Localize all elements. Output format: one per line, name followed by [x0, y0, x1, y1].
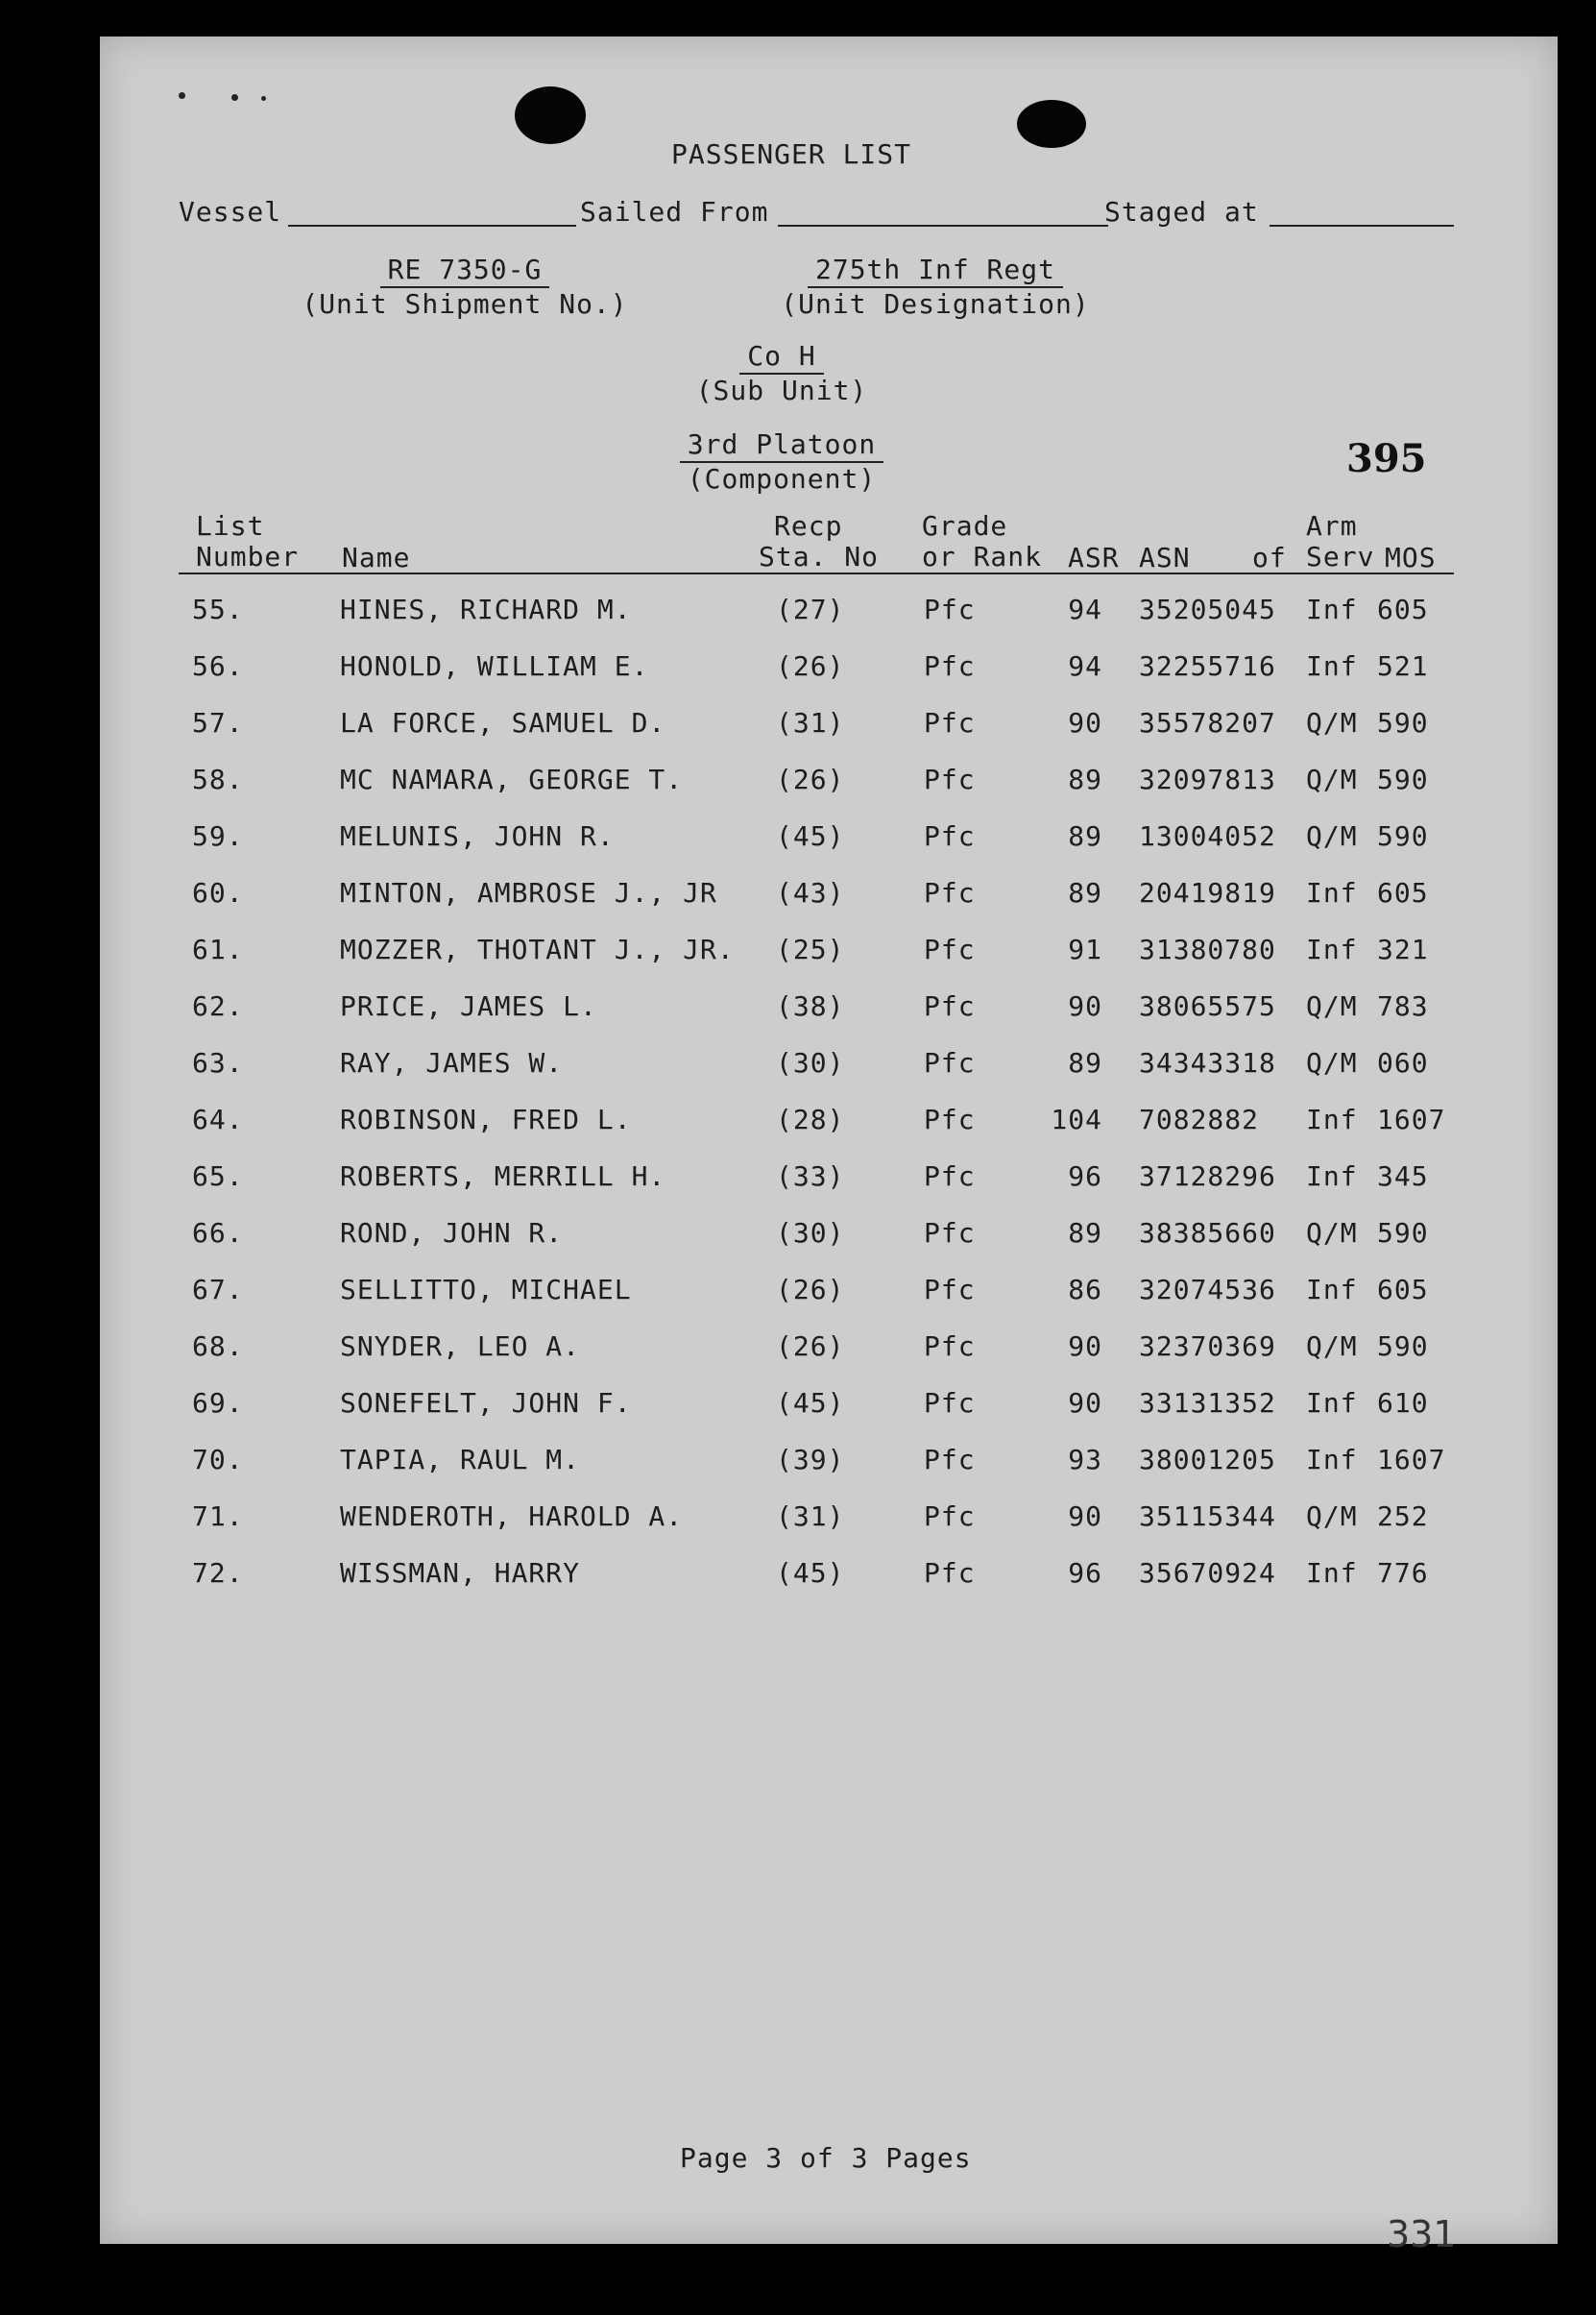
- row-grade: Pfc: [924, 1104, 976, 1135]
- row-grade: Pfc: [924, 1444, 976, 1475]
- row-recp-sta: (45): [776, 1557, 845, 1589]
- row-grade: Pfc: [924, 1330, 976, 1362]
- punch-hole-left: [515, 86, 586, 144]
- row-number: 72.: [192, 1557, 244, 1589]
- row-mos: 590: [1377, 707, 1429, 739]
- row-mos: 060: [1377, 1047, 1429, 1079]
- col-mos: MOS: [1385, 542, 1437, 573]
- table-row: [100, 990, 1558, 1029]
- row-arm-serv: Inf: [1306, 1160, 1358, 1192]
- col-grade: [922, 511, 1042, 573]
- row-number: 56.: [192, 650, 244, 682]
- page-footer: Page 3 of 3 Pages: [680, 2142, 972, 2174]
- row-name: ROBINSON, FRED L.: [340, 1104, 632, 1135]
- row-asn: 32074536: [1139, 1274, 1276, 1305]
- row-recp-sta: (38): [776, 990, 845, 1022]
- row-grade: Pfc: [924, 990, 976, 1022]
- row-arm-serv: Q/M: [1306, 1500, 1358, 1532]
- row-mos: 605: [1377, 1274, 1429, 1305]
- row-name: ROBERTS, MERRILL H.: [340, 1160, 666, 1192]
- row-mos: 590: [1377, 1217, 1429, 1249]
- component-caption: (Component): [687, 463, 877, 495]
- row-asr: 89: [1068, 1047, 1102, 1079]
- row-mos: 590: [1377, 1330, 1429, 1362]
- row-recp-sta: (26): [776, 764, 845, 795]
- row-number: 66.: [192, 1217, 244, 1249]
- row-asr: 89: [1068, 1217, 1102, 1249]
- header-rule: [179, 573, 1454, 574]
- row-name: MELUNIS, JOHN R.: [340, 820, 615, 852]
- row-recp-sta: (31): [776, 707, 845, 739]
- col-grade-label: Grade: [922, 510, 1008, 542]
- row-asr: 90: [1068, 990, 1102, 1022]
- stray-mark: [179, 92, 185, 99]
- row-number: 59.: [192, 820, 244, 852]
- row-recp-sta: (39): [776, 1444, 845, 1475]
- row-recp-sta: (45): [776, 820, 845, 852]
- row-number: 62.: [192, 990, 244, 1022]
- unit-shipment-caption: (Unit Shipment No.): [302, 288, 628, 320]
- unit-shipment-block: [282, 254, 647, 320]
- col-name: Name: [342, 542, 411, 573]
- table-row: [100, 877, 1558, 915]
- row-arm-serv: Inf: [1306, 934, 1358, 965]
- row-asr: 94: [1068, 594, 1102, 625]
- row-arm-serv: Inf: [1306, 650, 1358, 682]
- row-asn: 32370369: [1139, 1330, 1276, 1362]
- row-asr: 96: [1068, 1557, 1102, 1589]
- row-name: RAY, JAMES W.: [340, 1047, 564, 1079]
- row-asr: 94: [1068, 650, 1102, 682]
- row-recp-sta: (31): [776, 1500, 845, 1532]
- unit-designation-caption: (Unit Designation): [781, 288, 1090, 320]
- row-asr: 89: [1068, 764, 1102, 795]
- row-name: HONOLD, WILLIAM E.: [340, 650, 649, 682]
- row-arm-serv: Q/M: [1306, 1217, 1358, 1249]
- row-number: 70.: [192, 1444, 244, 1475]
- row-mos: 783: [1377, 990, 1429, 1022]
- row-asn: 13004052: [1139, 820, 1276, 852]
- col-number-label: Number: [196, 541, 300, 573]
- row-number: 61.: [192, 934, 244, 965]
- table-row: [100, 1047, 1558, 1085]
- row-number: 71.: [192, 1500, 244, 1532]
- row-number: 57.: [192, 707, 244, 739]
- col-recp-sta: [759, 511, 879, 573]
- row-arm-serv: Q/M: [1306, 820, 1358, 852]
- row-asr: 96: [1068, 1160, 1102, 1192]
- row-asn: 37128296: [1139, 1160, 1276, 1192]
- row-arm-serv: Inf: [1306, 1444, 1358, 1475]
- row-recp-sta: (26): [776, 1330, 845, 1362]
- table-row: [100, 1104, 1558, 1142]
- row-asn: 34343318: [1139, 1047, 1276, 1079]
- row-asr: 86: [1068, 1274, 1102, 1305]
- row-grade: Pfc: [924, 650, 976, 682]
- row-mos: 590: [1377, 764, 1429, 795]
- table-row: [100, 650, 1558, 689]
- row-mos: 610: [1377, 1387, 1429, 1419]
- punch-hole-right: [1017, 100, 1086, 148]
- row-grade: Pfc: [924, 1557, 976, 1589]
- unit-designation-block: [753, 254, 1118, 320]
- row-asn: 33131352: [1139, 1387, 1276, 1419]
- col-asr: ASR: [1068, 542, 1120, 573]
- unit-designation: 275th Inf Regt: [808, 254, 1063, 288]
- staged-at-label: Staged at: [1104, 196, 1259, 228]
- col-recp-label: Recp: [774, 510, 843, 542]
- col-arm-label: Arm: [1306, 510, 1358, 542]
- row-number: 68.: [192, 1330, 244, 1362]
- row-grade: Pfc: [924, 934, 976, 965]
- row-mos: 345: [1377, 1160, 1429, 1192]
- component: 3rd Platoon: [680, 428, 883, 463]
- row-mos: 321: [1377, 934, 1429, 965]
- row-name: SONEFELT, JOHN F.: [340, 1387, 632, 1419]
- table-row: [100, 1217, 1558, 1255]
- row-asn: 35670924: [1139, 1557, 1276, 1589]
- row-arm-serv: Inf: [1306, 594, 1358, 625]
- row-arm-serv: Q/M: [1306, 707, 1358, 739]
- row-mos: 252: [1377, 1500, 1429, 1532]
- col-of: of: [1252, 542, 1287, 573]
- row-mos: 521: [1377, 650, 1429, 682]
- document-page: [100, 37, 1558, 2255]
- row-name: MOZZER, THOTANT J., JR.: [340, 934, 735, 965]
- row-name: MINTON, AMBROSE J., JR: [340, 877, 717, 909]
- row-arm-serv: Q/M: [1306, 1330, 1358, 1362]
- col-rank-label: or Rank: [922, 541, 1043, 573]
- row-asr: 91: [1068, 934, 1102, 965]
- staged-at-field[interactable]: [1270, 225, 1454, 227]
- row-number: 64.: [192, 1104, 244, 1135]
- row-recp-sta: (25): [776, 934, 845, 965]
- vessel-label: Vessel: [179, 196, 282, 228]
- row-arm-serv: Q/M: [1306, 764, 1358, 795]
- col-sta-label: Sta. No: [759, 541, 880, 573]
- table-row: [100, 1274, 1558, 1312]
- row-name: PRICE, JAMES L.: [340, 990, 597, 1022]
- row-recp-sta: (45): [776, 1387, 845, 1419]
- component-block: [638, 428, 926, 495]
- row-grade: Pfc: [924, 820, 976, 852]
- sailed-from-field[interactable]: [778, 225, 1108, 227]
- row-name: HINES, RICHARD M.: [340, 594, 632, 625]
- row-grade: Pfc: [924, 1387, 976, 1419]
- row-asr: 89: [1068, 820, 1102, 852]
- row-recp-sta: (26): [776, 1274, 845, 1305]
- row-mos: 776: [1377, 1557, 1429, 1589]
- col-list-label: List: [196, 510, 265, 542]
- row-grade: Pfc: [924, 1274, 976, 1305]
- row-grade: Pfc: [924, 707, 976, 739]
- row-recp-sta: (26): [776, 650, 845, 682]
- row-mos: 605: [1377, 877, 1429, 909]
- row-grade: Pfc: [924, 1160, 976, 1192]
- row-number: 55.: [192, 594, 244, 625]
- sub-unit-block: [638, 340, 926, 406]
- row-asn: 32097813: [1139, 764, 1276, 795]
- row-recp-sta: (33): [776, 1160, 845, 1192]
- row-mos: 590: [1377, 820, 1429, 852]
- row-name: ROND, JOHN R.: [340, 1217, 564, 1249]
- row-asn: 7082882: [1139, 1104, 1260, 1135]
- row-name: MC NAMARA, GEORGE T.: [340, 764, 684, 795]
- row-number: 58.: [192, 764, 244, 795]
- table-row: [100, 1160, 1558, 1199]
- row-grade: Pfc: [924, 764, 976, 795]
- row-asn: 31380780: [1139, 934, 1276, 965]
- row-name: SELLITTO, MICHAEL: [340, 1274, 632, 1305]
- sailed-from-label: Sailed From: [580, 196, 769, 228]
- row-asr: 104: [1051, 1104, 1102, 1135]
- row-arm-serv: Inf: [1306, 1387, 1358, 1419]
- unit-shipment-no: RE 7350-G: [380, 254, 550, 288]
- row-number: 67.: [192, 1274, 244, 1305]
- sub-unit: Co H: [739, 340, 823, 375]
- row-arm-serv: Inf: [1306, 877, 1358, 909]
- row-arm-serv: Q/M: [1306, 990, 1358, 1022]
- row-name: TAPIA, RAUL M.: [340, 1444, 581, 1475]
- row-mos: 1607: [1377, 1104, 1446, 1135]
- row-recp-sta: (43): [776, 877, 845, 909]
- table-row: [100, 820, 1558, 859]
- table-row: [100, 1500, 1558, 1539]
- row-name: LA FORCE, SAMUEL D.: [340, 707, 666, 739]
- table-row: [100, 1330, 1558, 1369]
- row-asr: 90: [1068, 707, 1102, 739]
- table-row: [100, 1557, 1558, 1596]
- row-asn: 38001205: [1139, 1444, 1276, 1475]
- table-row: [100, 594, 1558, 632]
- row-recp-sta: (30): [776, 1217, 845, 1249]
- row-arm-serv: Inf: [1306, 1104, 1358, 1135]
- row-asn: 35578207: [1139, 707, 1276, 739]
- stray-mark: [231, 94, 238, 101]
- row-mos: 605: [1377, 594, 1429, 625]
- row-name: WISSMAN, HARRY: [340, 1557, 581, 1589]
- row-asr: 90: [1068, 1387, 1102, 1419]
- stamp-number: 395: [1346, 436, 1427, 481]
- row-number: 60.: [192, 877, 244, 909]
- col-arm: [1306, 511, 1374, 573]
- row-asn: 38065575: [1139, 990, 1276, 1022]
- col-serv-label: Serv: [1306, 541, 1375, 573]
- vessel-field[interactable]: [288, 225, 576, 227]
- row-asr: 90: [1068, 1330, 1102, 1362]
- row-arm-serv: Inf: [1306, 1274, 1358, 1305]
- document-title: PASSENGER LIST: [671, 138, 912, 170]
- row-grade: Pfc: [924, 594, 976, 625]
- row-asn: 20419819: [1139, 877, 1276, 909]
- row-number: 69.: [192, 1387, 244, 1419]
- table-row: [100, 707, 1558, 745]
- row-asr: 93: [1068, 1444, 1102, 1475]
- row-grade: Pfc: [924, 877, 976, 909]
- row-name: WENDEROTH, HAROLD A.: [340, 1500, 684, 1532]
- row-grade: Pfc: [924, 1500, 976, 1532]
- row-grade: Pfc: [924, 1217, 976, 1249]
- row-number: 63.: [192, 1047, 244, 1079]
- stray-mark: [261, 96, 266, 101]
- table-row: [100, 1444, 1558, 1482]
- col-asn: ASN: [1139, 542, 1191, 573]
- row-recp-sta: (28): [776, 1104, 845, 1135]
- table-row: [100, 764, 1558, 802]
- row-asn: 32255716: [1139, 650, 1276, 682]
- sub-unit-caption: (Sub Unit): [695, 375, 868, 406]
- row-asn: 35115344: [1139, 1500, 1276, 1532]
- row-asn: 38385660: [1139, 1217, 1276, 1249]
- table-row: [100, 934, 1558, 972]
- row-recp-sta: (27): [776, 594, 845, 625]
- row-name: SNYDER, LEO A.: [340, 1330, 581, 1362]
- row-arm-serv: Q/M: [1306, 1047, 1358, 1079]
- row-arm-serv: Inf: [1306, 1557, 1358, 1589]
- row-recp-sta: (30): [776, 1047, 845, 1079]
- row-asn: 35205045: [1139, 594, 1276, 625]
- row-asr: 89: [1068, 877, 1102, 909]
- row-asr: 90: [1068, 1500, 1102, 1532]
- row-mos: 1607: [1377, 1444, 1446, 1475]
- row-number: 65.: [192, 1160, 244, 1192]
- col-list-number: [196, 511, 299, 573]
- table-row: [100, 1387, 1558, 1426]
- row-grade: Pfc: [924, 1047, 976, 1079]
- pencil-page-number: 331: [1387, 2213, 1457, 2255]
